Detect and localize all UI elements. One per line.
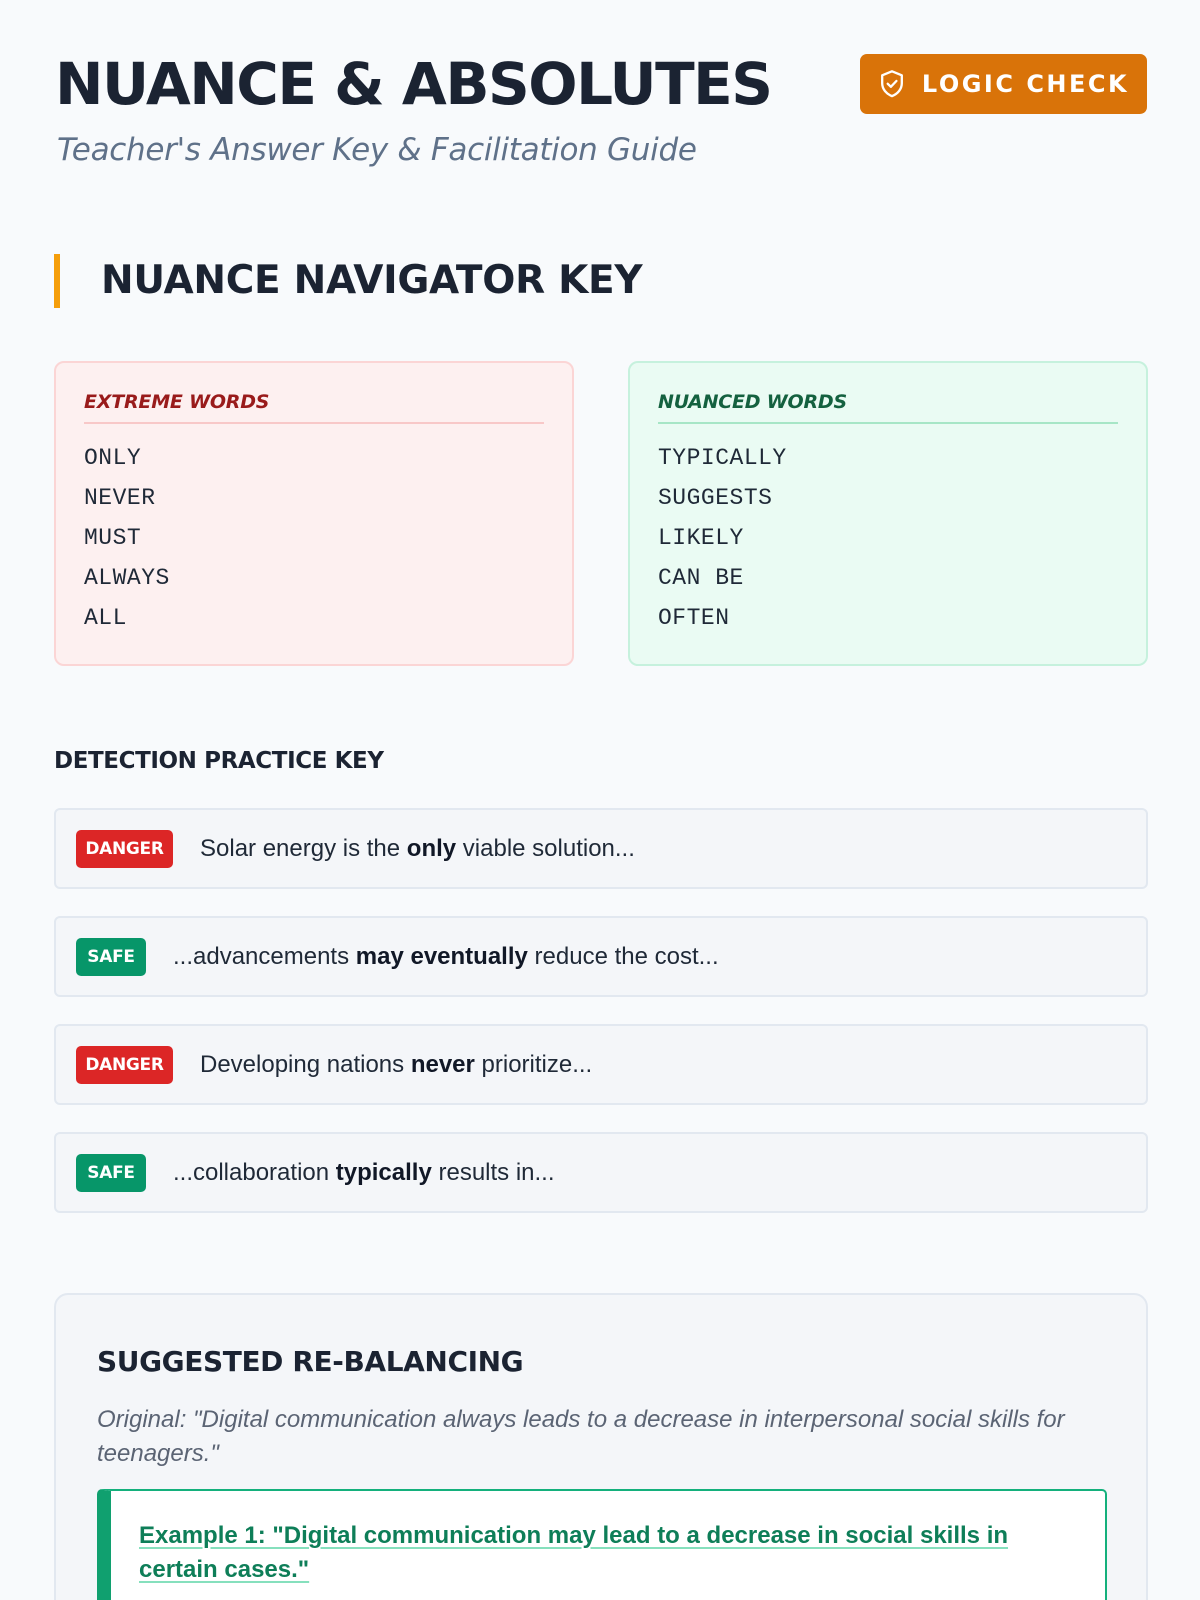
row-text-after: prioritize... xyxy=(474,1050,593,1078)
logic-check-button[interactable] xyxy=(860,54,1147,114)
row-text-keyword: never xyxy=(410,1050,475,1078)
example-card xyxy=(97,1489,1107,1600)
detection-row xyxy=(54,1132,1148,1213)
row-text-after: results in... xyxy=(431,1158,555,1186)
rebalancing-panel xyxy=(54,1293,1148,1600)
section-accent-bar xyxy=(54,254,60,308)
safe-badge: SAFE xyxy=(76,1154,146,1192)
row-text-before: Developing nations xyxy=(200,1050,411,1078)
detection-row-text xyxy=(200,1051,592,1079)
extreme-word: MUST xyxy=(84,525,142,551)
danger-badge: DANGER xyxy=(76,1046,173,1084)
row-text-keyword: typically xyxy=(335,1158,432,1186)
detection-row-text xyxy=(173,1159,555,1187)
extreme-words-label: EXTREME WORDS xyxy=(84,391,544,424)
detection-row-text xyxy=(200,835,635,863)
extreme-word: NEVER xyxy=(84,485,156,511)
nuanced-word: SUGGESTS xyxy=(658,485,773,511)
row-text-keyword: may eventually xyxy=(355,942,528,970)
row-text-before: ...collaboration xyxy=(173,1158,336,1186)
extreme-words-card xyxy=(54,361,574,666)
nuanced-words-list xyxy=(658,438,1118,638)
extreme-word: ALL xyxy=(84,605,127,631)
example-1-text: Example 1: "Digital communication may lead to a decrease in social skills in certain cases." xyxy=(139,1522,1009,1583)
logic-check-label: LOGIC CHECK xyxy=(921,70,1130,98)
shield-check-icon xyxy=(878,69,906,99)
detection-row xyxy=(54,808,1148,889)
detection-row xyxy=(54,1024,1148,1105)
extreme-words-list xyxy=(84,438,544,638)
nuanced-word: LIKELY xyxy=(658,525,744,551)
rebalancing-title: SUGGESTED RE-BALANCING xyxy=(97,1345,524,1378)
original-statement: Original: "Digital communication always leads to a decrease in interpersonal social skills for teenagers." xyxy=(97,1406,1065,1467)
detection-practice-title: DETECTION PRACTICE KEY xyxy=(54,748,384,774)
section-title: NUANCE NAVIGATOR KEY xyxy=(101,258,643,303)
nuanced-word: OFTEN xyxy=(658,605,730,631)
page-subtitle: Teacher's Answer Key & Facilitation Guide xyxy=(57,132,697,168)
nuanced-word: TYPICALLY xyxy=(658,445,787,471)
extreme-word: ONLY xyxy=(84,445,142,471)
row-text-before: Solar energy is the xyxy=(200,834,407,862)
row-text-after: viable solution... xyxy=(456,834,635,862)
detection-row xyxy=(54,916,1148,997)
detection-row-text xyxy=(173,943,719,971)
nuanced-words-label: NUANCED WORDS xyxy=(658,391,1118,424)
safe-badge: SAFE xyxy=(76,938,146,976)
nuanced-word: CAN BE xyxy=(658,565,744,591)
row-text-before: ...advancements xyxy=(173,942,356,970)
nuanced-words-card xyxy=(628,361,1148,666)
page-title: NUANCE & ABSOLUTES xyxy=(55,50,772,118)
row-text-after: reduce the cost... xyxy=(527,942,719,970)
danger-badge: DANGER xyxy=(76,830,173,868)
row-text-keyword: only xyxy=(406,834,457,862)
extreme-word: ALWAYS xyxy=(84,565,170,591)
